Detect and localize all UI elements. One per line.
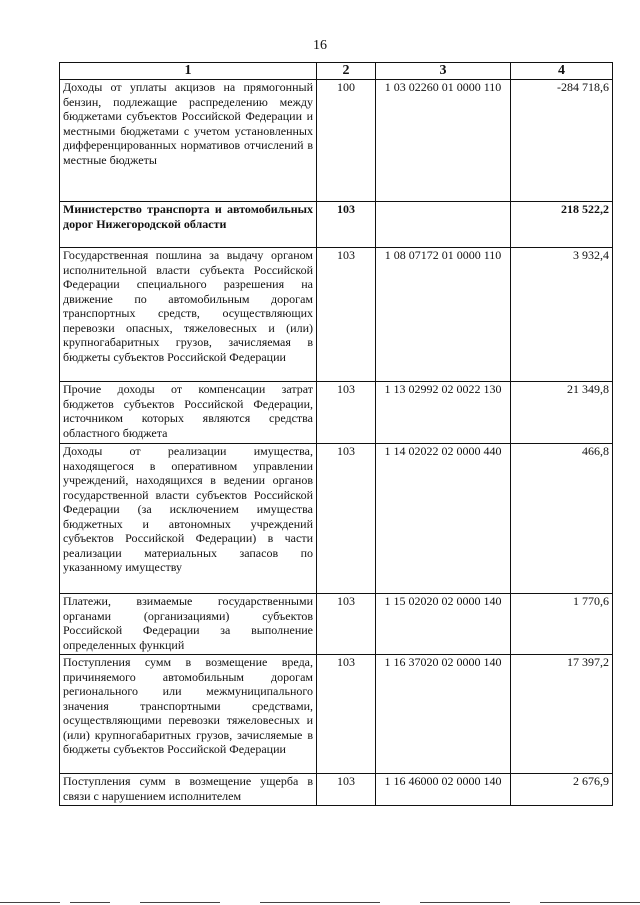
row-amount: -284 718,6 (511, 80, 613, 202)
table-row (60, 594, 613, 655)
row-name: Государственная пошлина за выдачу органом исполнительной власти субъекта Российской Федерации специального разрешения на движение по автомобильным дорогам транспортных средств, осуществляющих перевозки опасных, тяжеловесных и (или) крупногабаритных грузов, зачисляемая в бюджеты субъектов Российской Федерации (60, 248, 317, 382)
row-amount: 466,8 (511, 444, 613, 594)
row-budget-code: 1 08 07172 01 0000 110 (376, 248, 511, 382)
row-admin-code: 103 (317, 444, 376, 594)
row-admin-code: 103 (317, 655, 376, 774)
row-amount: 17 397,2 (511, 655, 613, 774)
row-admin-code: 103 (317, 382, 376, 444)
row-amount: 3 932,4 (511, 248, 613, 382)
row-amount: 218 522,2 (511, 202, 613, 248)
row-name: Министерство транспорта и автомобильных дорог Нижегородской области (60, 202, 317, 248)
row-admin-code: 103 (317, 248, 376, 382)
scan-mark (420, 902, 510, 903)
row-name: Доходы от реализации имущества, находящегося в оперативном управлении учреждений, находящихся в ведении органов государственной власти субъектов Российской Федерации (за исключением имущества бюджетных и автономных учреждений субъектов Российской Федерации) в части реализации материальных запасов по указанному имуществу (60, 444, 317, 594)
row-admin-code: 103 (317, 774, 376, 806)
scan-edge-marks (0, 899, 640, 905)
table-row (60, 774, 613, 806)
row-budget-code: 1 16 37020 02 0000 140 (376, 655, 511, 774)
row-admin-code: 100 (317, 80, 376, 202)
table-row (60, 80, 613, 202)
row-budget-code (376, 202, 511, 248)
page-number: 16 (313, 38, 327, 53)
row-budget-code: 1 03 02260 01 0000 110 (376, 80, 511, 202)
row-amount: 1 770,6 (511, 594, 613, 655)
scan-mark (140, 902, 220, 903)
table-row (60, 248, 613, 382)
header-col-3: 3 (376, 63, 511, 80)
row-name: Поступления сумм в возмещение ущерба в связи с нарушением исполнителем (60, 774, 317, 806)
row-budget-code: 1 15 02020 02 0000 140 (376, 594, 511, 655)
row-amount: 21 349,8 (511, 382, 613, 444)
row-admin-code: 103 (317, 202, 376, 248)
table-row (60, 655, 613, 774)
table-row (60, 202, 613, 248)
header-col-2: 2 (317, 63, 376, 80)
scan-mark (540, 902, 640, 903)
row-name: Поступления сумм в возмещение вреда, причиняемого автомобильным дорогам регионального или межмуниципального значения транспортными средствами, осуществляющими перевозки тяжеловесных и (или) крупногабаритных грузов, зачисляемые в бюджеты субъектов Российской Федерации (60, 655, 317, 774)
header-col-1: 1 (60, 63, 317, 80)
table-header-row (60, 63, 613, 80)
table-row (60, 382, 613, 444)
scan-mark (70, 902, 110, 903)
row-budget-code: 1 14 02022 02 0000 440 (376, 444, 511, 594)
table-body (60, 80, 613, 806)
row-budget-code: 1 13 02992 02 0022 130 (376, 382, 511, 444)
budget-table (59, 62, 613, 806)
row-name: Доходы от уплаты акцизов на прямогонный бензин, подлежащие распределению между бюджетами субъектов Российской Федерации и местными бюджетами с учетом установленных дифференцированных нормативов отчислений в местные бюджеты (60, 80, 317, 202)
row-name: Платежи, взимаемые государственными органами (организациями) субъектов Российской Федерации за выполнение определенных функций (60, 594, 317, 655)
row-budget-code: 1 16 46000 02 0000 140 (376, 774, 511, 806)
row-amount: 2 676,9 (511, 774, 613, 806)
row-admin-code: 103 (317, 594, 376, 655)
scan-mark (0, 902, 60, 903)
table-row (60, 444, 613, 594)
row-name: Прочие доходы от компенсации затрат бюджетов субъектов Российской Федерации, источником которых являются средства областного бюджета (60, 382, 317, 444)
scan-mark (260, 902, 380, 903)
header-col-4: 4 (511, 63, 613, 80)
